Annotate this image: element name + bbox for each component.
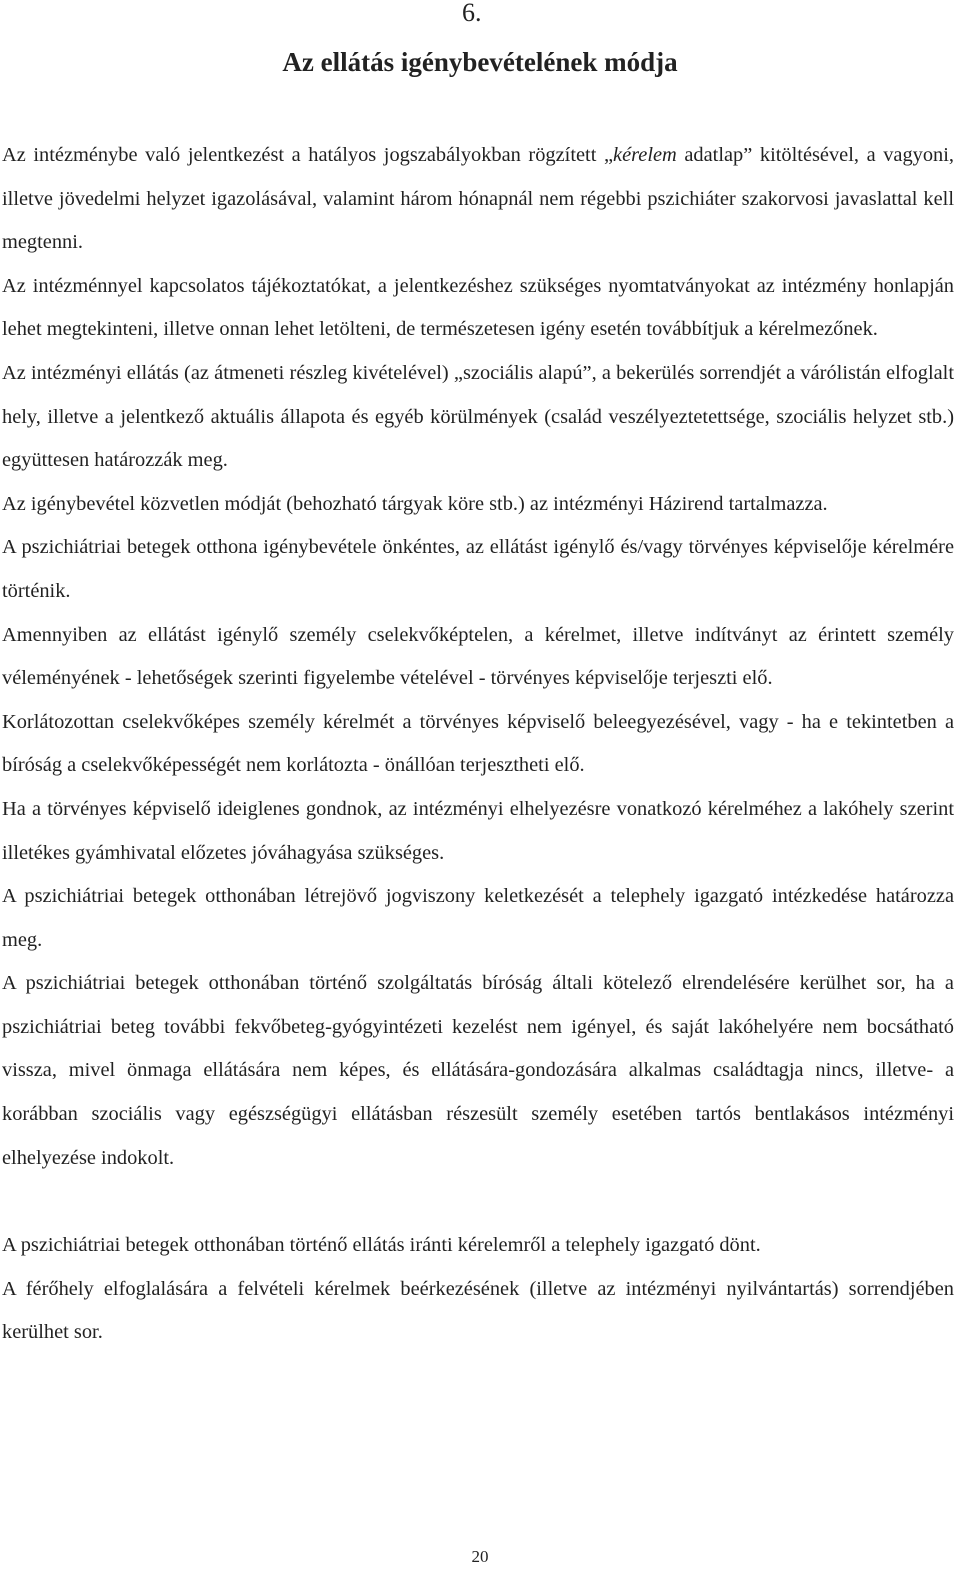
paragraph: Amennyiben az ellátást igénylő személy cselekvőképtelen, a kérelmet, illetve indítványt az érintett személy véleményének - lehetőségek szerinti figyelembe vételével - törvényes képviselője terjeszti elő. xyxy=(2,623,954,690)
page-number: 20 xyxy=(471,1547,489,1566)
intro-italic-term: kérelem xyxy=(613,144,677,166)
paragraph: Az igénybevétel közvetlen módját (behozható tárgyak köre stb.) az intézményi Házirend tartalmazza. xyxy=(2,492,828,515)
paragraph: A férőhely elfoglalására a felvételi kérelmek beérkezésének (illetve az intézményi nyilvántartás) sorrendjében kerülhet sor. xyxy=(2,1277,954,1344)
paragraph: Ha a törvényes képviselő ideiglenes gondnok, az intézményi elhelyezésre vonatkozó kérelméhez a lakóhely szerint illetékes gyámhivatal előzetes jóváhagyása szükséges. xyxy=(2,797,954,864)
chapter-number: 6. xyxy=(462,0,482,27)
paragraph: A pszichiátriai betegek otthonában történő szolgáltatás bíróság általi kötelező elrendelésére kerülhet sor, ha a pszichiátriai beteg további fekvőbeteg-gyógyintézeti kezelést nem igényel, és saját lakóhelyére nem bocsátható vissza, mivel önmaga ellátására nem képes, és ellátására-gondozására alkalmas családtagja nincs, illetve- a korábban szociális vagy egészségügyi ellátásban részesült személy esetében tartós bentlakásos intézményi elhelyezése indokolt. xyxy=(2,972,954,1169)
paragraph: A pszichiátriai betegek otthona igénybevétele önkéntes, az ellátást igénylő és/vagy törvényes képviselője kérelmére történik. xyxy=(2,536,954,602)
paragraph: Az intézménnyel kapcsolatos tájékoztatókat, a jelentkezéshez szükséges nyomtatványokat az intézmény honlapján lehet megtekinteni, illetve onnan lehet letölteni, de természetesen igény esetén továbbítjuk a kérelmezőnek. xyxy=(2,274,954,341)
chapter-title: Az ellátás igénybevételének módja xyxy=(282,47,678,77)
intro-text-start: Az intézménybe való jelentkezést a hatályos jogszabályokban rögzített „ xyxy=(2,144,614,166)
paragraph-intro xyxy=(2,134,954,265)
paragraph: A pszichiátriai betegek otthonában létrejövő jogviszony keletkezését a telephely igazgató intézkedése határozza meg. xyxy=(2,885,954,951)
paragraph: Az intézményi ellátás (az átmeneti részleg kivételével) „szociális alapú”, a bekerülés sorrendjét a várólistán elfoglalt hely, illetve a jelentkező aktuális állapota és egyéb körülmények (család veszélyeztetettsége, szociális helyzet stb.) együttesen határozzák meg. xyxy=(2,361,954,472)
paragraph: A pszichiátriai betegek otthonában történő ellátás iránti kérelemről a telephely igazgató dönt. xyxy=(2,1234,761,1257)
body-text xyxy=(2,134,954,1355)
paragraph: Korlátozottan cselekvőképes személy kérelmét a törvényes képviselő beleegyezésével, vagy - ha e tekintetben a bíróság a cselekvőképességét nem korlátozta - önállóan terjesztheti elő. xyxy=(2,710,954,777)
intro-text-end: adatlap” kitöltésével, a vagyoni, illetve jövedelmi helyzet igazolásával, valamint három hónapnál nem régebbi pszichiáter szakorvosi javaslattal kell megtenni. xyxy=(2,144,954,254)
